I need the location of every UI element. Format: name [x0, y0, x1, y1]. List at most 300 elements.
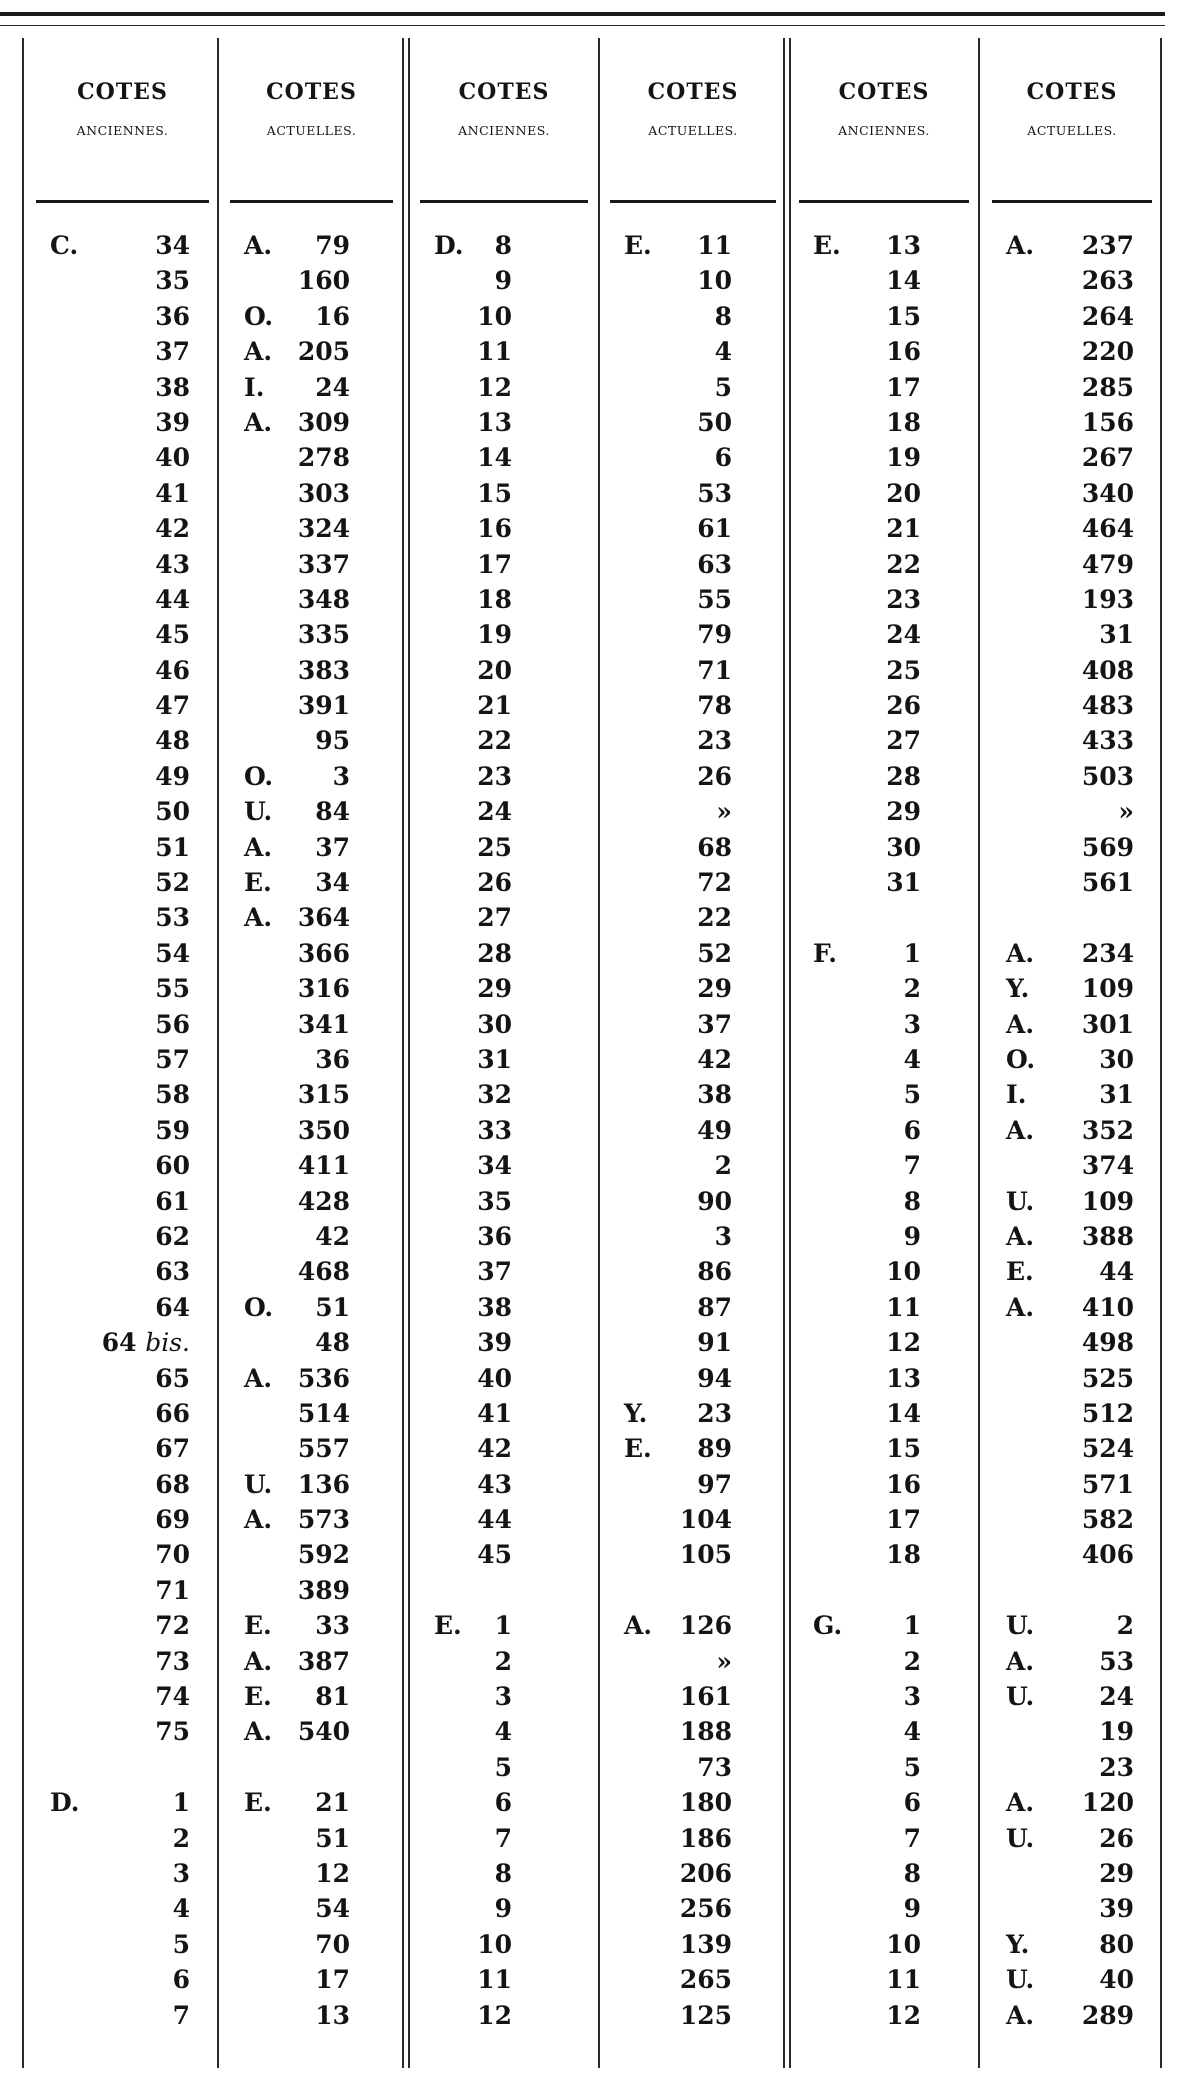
shelf-number: 324 — [297, 514, 350, 544]
shelf-number: 3 — [714, 1221, 732, 1251]
shelf-number: 120 — [1081, 1788, 1134, 1818]
shelf-number: 234 — [1081, 938, 1134, 968]
shelf-number: 7 — [903, 1823, 921, 1853]
table-row — [30, 1962, 215, 1997]
table-row — [604, 1821, 782, 1856]
table-row — [986, 1113, 1158, 1148]
shelf-number: 54 — [315, 1894, 350, 1924]
header-rule — [36, 200, 209, 203]
shelf-number: 40 — [155, 443, 190, 473]
shelf-number: 514 — [297, 1398, 350, 1428]
shelf-number: 6 — [903, 1115, 921, 1145]
shelf-number: 63 — [697, 549, 732, 579]
column-header-title: COTES — [266, 79, 357, 105]
table-row — [414, 688, 594, 723]
shelf-number: 10 — [886, 1929, 921, 1959]
table-row — [793, 1290, 975, 1325]
column-header-title: COTES — [647, 79, 739, 105]
shelf-number: 267 — [1081, 443, 1134, 473]
series-letter: E. — [434, 1611, 462, 1641]
table-row — [793, 936, 975, 971]
table-row — [224, 1007, 399, 1042]
series-letter: E. — [244, 1682, 272, 1712]
shelf-number: 592 — [297, 1540, 350, 1570]
table-row — [414, 900, 594, 935]
series-letter: I. — [1006, 1080, 1027, 1110]
table-row — [604, 1502, 782, 1537]
table-row — [224, 1927, 399, 1962]
table-row — [793, 1962, 975, 1997]
table-row — [30, 1573, 215, 1608]
column-header-title: COTES — [77, 79, 168, 105]
table-row — [224, 228, 399, 263]
table-row — [793, 370, 975, 405]
table-row — [986, 1396, 1158, 1431]
column-divider — [1160, 38, 1162, 2068]
shelf-number: 109 — [1081, 1186, 1134, 1216]
shelf-number: 51 — [315, 1823, 350, 1853]
shelf-number: 12 — [315, 1858, 350, 1888]
shelf-number: 337 — [297, 549, 350, 579]
shelf-number: 503 — [1081, 761, 1134, 791]
shelf-number: 498 — [1081, 1328, 1134, 1358]
table-row — [224, 263, 399, 298]
shelf-number: 80 — [1099, 1929, 1134, 1959]
table-row — [224, 1254, 399, 1289]
table-row — [986, 1042, 1158, 1077]
shelf-number: 48 — [155, 726, 190, 756]
column-divider-double — [402, 38, 404, 2068]
column-header-title: COTES — [458, 79, 550, 105]
table-row — [30, 1254, 215, 1289]
table-row — [414, 1007, 594, 1042]
series-letter: A. — [1006, 1646, 1035, 1676]
table-row — [986, 405, 1158, 440]
shelf-number: 104 — [679, 1505, 732, 1535]
shelf-number: 11 — [697, 231, 732, 260]
table-row — [414, 1608, 594, 1643]
table-row — [414, 1714, 594, 1749]
table-row — [30, 688, 215, 723]
shelf-number: 47 — [155, 691, 190, 721]
table-row — [604, 1856, 782, 1891]
shelf-number: 536 — [297, 1363, 350, 1393]
table-row — [604, 653, 782, 688]
table-row — [414, 1927, 594, 1962]
series-letter: E. — [813, 231, 841, 260]
table-row — [604, 1325, 782, 1360]
table-row — [793, 971, 975, 1006]
table-row — [224, 1290, 399, 1325]
table-row — [224, 1042, 399, 1077]
shelf-number: 53 — [1099, 1646, 1134, 1676]
table-row — [30, 334, 215, 369]
shelf-number: 13 — [477, 407, 512, 437]
series-letter: U. — [1006, 1823, 1035, 1853]
index-column — [793, 228, 975, 2033]
shelf-number: 180 — [679, 1788, 732, 1818]
shelf-number: 61 — [155, 1186, 190, 1216]
series-letter: E. — [244, 1611, 272, 1641]
table-row — [224, 936, 399, 971]
table-row — [986, 263, 1158, 298]
table-row — [224, 688, 399, 723]
column-header-subtitle: ANCIENNES. — [458, 123, 550, 138]
shelf-number: 65 — [155, 1363, 190, 1393]
shelf-number: 161 — [679, 1682, 732, 1712]
shelf-number: 41 — [477, 1398, 512, 1428]
series-letter: F. — [813, 938, 837, 968]
shelf-number: 24 — [886, 620, 921, 650]
shelf-number: 341 — [297, 1009, 350, 1039]
shelf-number: 525 — [1081, 1363, 1134, 1393]
table-row — [604, 1431, 782, 1466]
shelf-number: 29 — [886, 797, 921, 827]
table-row — [986, 1891, 1158, 1926]
table-row — [604, 1891, 782, 1926]
table-row — [604, 1113, 782, 1148]
shelf-number: 21 — [886, 514, 921, 544]
table-row — [793, 1891, 975, 1926]
shelf-number: 22 — [477, 726, 512, 756]
shelf-number: 30 — [477, 1009, 512, 1039]
shelf-number: 428 — [297, 1186, 350, 1216]
shelf-number: » — [716, 1646, 732, 1676]
shelf-number: 10 — [886, 1257, 921, 1287]
shelf-number: 540 — [297, 1717, 350, 1747]
table-row — [30, 1077, 215, 1112]
table-row — [793, 794, 975, 829]
table-row — [224, 440, 399, 475]
shelf-number: 42 — [477, 1434, 512, 1464]
shelf-number: 8 — [714, 301, 732, 331]
table-row — [224, 582, 399, 617]
shelf-number: 44 — [155, 584, 190, 614]
shelf-number: 19 — [477, 620, 512, 650]
table-row — [986, 1998, 1158, 2033]
shelf-number: 94 — [697, 1363, 732, 1393]
table-row — [604, 1254, 782, 1289]
table-row — [604, 1042, 782, 1077]
shelf-number: 26 — [477, 868, 512, 898]
shelf-number: 73 — [155, 1646, 190, 1676]
table-row — [793, 1785, 975, 1820]
shelf-number: 7 — [903, 1151, 921, 1181]
table-row — [414, 1042, 594, 1077]
table-row — [793, 1184, 975, 1219]
table-row — [224, 1998, 399, 2033]
shelf-number: 237 — [1081, 231, 1134, 260]
table-row — [414, 1998, 594, 2033]
shelf-number: 389 — [297, 1575, 350, 1605]
table-row — [604, 228, 782, 263]
table-row — [224, 1821, 399, 1856]
series-letter: E. — [244, 1788, 272, 1818]
shelf-number: 30 — [1099, 1044, 1134, 1074]
shelf-number: 62 — [155, 1221, 190, 1251]
shelf-number: 29 — [477, 974, 512, 1004]
table-row — [986, 1290, 1158, 1325]
header-rule — [992, 200, 1152, 203]
shelf-number: 316 — [297, 974, 350, 1004]
shelf-number: 126 — [679, 1611, 732, 1641]
shelf-number: 17 — [886, 372, 921, 402]
shelf-number: 8 — [494, 231, 512, 260]
table-row — [604, 936, 782, 971]
shelf-number: 4 — [714, 337, 732, 367]
shelf-number: 3 — [494, 1682, 512, 1712]
table-row — [30, 1007, 215, 1042]
shelf-number: 15 — [886, 1434, 921, 1464]
table-row — [986, 1007, 1158, 1042]
series-letter: Y. — [1006, 974, 1030, 1004]
table-row — [30, 1219, 215, 1254]
table-row — [793, 1679, 975, 1714]
shelf-number: 524 — [1081, 1434, 1134, 1464]
shelf-number: 23 — [1099, 1752, 1134, 1782]
table-row — [986, 547, 1158, 582]
series-letter: A. — [1006, 1788, 1035, 1818]
table-row — [414, 971, 594, 1006]
table-row — [793, 1396, 975, 1431]
table-row — [986, 1467, 1158, 1502]
table-row — [414, 476, 594, 511]
table-row — [793, 1007, 975, 1042]
table-row — [224, 1891, 399, 1926]
shelf-number: 2 — [172, 1823, 190, 1853]
shelf-number: 285 — [1081, 372, 1134, 402]
table-row — [793, 1431, 975, 1466]
shelf-number: 18 — [886, 1540, 921, 1570]
table-row — [224, 1962, 399, 1997]
shelf-number: 6 — [494, 1788, 512, 1818]
shelf-number: 30 — [886, 832, 921, 862]
table-row — [414, 653, 594, 688]
shelf-number: 156 — [1081, 407, 1134, 437]
shelf-number: 75 — [155, 1717, 190, 1747]
table-row — [224, 1608, 399, 1643]
shelf-number: 13 — [886, 231, 921, 260]
table-row — [414, 1290, 594, 1325]
table-row — [793, 440, 975, 475]
shelf-number: 86 — [697, 1257, 732, 1287]
series-letter: O. — [244, 301, 274, 331]
table-row — [224, 1644, 399, 1679]
shelf-number: 1 — [903, 1611, 921, 1641]
table-row — [224, 1113, 399, 1148]
header-rule — [799, 200, 969, 203]
table-row — [30, 1608, 215, 1643]
shelf-number: 3 — [903, 1009, 921, 1039]
shelf-number: 36 — [477, 1221, 512, 1251]
table-row — [986, 759, 1158, 794]
table-row — [414, 936, 594, 971]
table-row — [30, 1891, 215, 1926]
shelf-number: » — [716, 797, 732, 827]
table-row — [224, 1750, 399, 1785]
shelf-number: 17 — [477, 549, 512, 579]
shelf-number: 14 — [886, 266, 921, 296]
table-row — [986, 688, 1158, 723]
shelf-number: 38 — [477, 1292, 512, 1322]
shelf-number: 43 — [155, 549, 190, 579]
shelf-number: 34 — [155, 231, 190, 260]
table-row — [414, 405, 594, 440]
shelf-number: 28 — [477, 938, 512, 968]
table-row — [986, 1361, 1158, 1396]
table-row — [604, 794, 782, 829]
shelf-number: 23 — [886, 584, 921, 614]
table-row — [793, 1325, 975, 1360]
table-row — [604, 1396, 782, 1431]
table-row — [224, 1785, 399, 1820]
shelf-number: 41 — [155, 478, 190, 508]
table-row — [604, 1573, 782, 1608]
shelf-number: 24 — [477, 797, 512, 827]
table-row — [414, 1856, 594, 1891]
shelf-number: 55 — [697, 584, 732, 614]
shelf-number: 374 — [1081, 1151, 1134, 1181]
shelf-number: 61 — [697, 514, 732, 544]
shelf-number: 23 — [697, 726, 732, 756]
table-row — [30, 476, 215, 511]
shelf-number: 16 — [315, 301, 350, 331]
shelf-number: 63 — [155, 1257, 190, 1287]
series-letter: U. — [1006, 1611, 1035, 1641]
series-letter: A. — [1006, 1292, 1035, 1322]
shelf-number: 36 — [155, 301, 190, 331]
series-letter: O. — [244, 1292, 274, 1322]
table-row — [986, 617, 1158, 652]
table-row — [604, 1608, 782, 1643]
table-row — [224, 900, 399, 935]
series-letter: U. — [244, 797, 273, 827]
table-row — [793, 1113, 975, 1148]
table-row — [793, 1537, 975, 1572]
column-header-subtitle: ANCIENNES. — [838, 123, 930, 138]
shelf-number: 391 — [297, 691, 350, 721]
shelf-number: 411 — [297, 1151, 350, 1181]
table-row — [793, 1821, 975, 1856]
shelf-number: 40 — [477, 1363, 512, 1393]
shelf-number: 54 — [155, 938, 190, 968]
shelf-number: 31 — [477, 1044, 512, 1074]
shelf-number: 53 — [155, 903, 190, 933]
index-column — [414, 228, 594, 2033]
shelf-number: 348 — [297, 584, 350, 614]
shelf-number: 34 — [477, 1151, 512, 1181]
table-row — [30, 1679, 215, 1714]
series-letter: A. — [1006, 2000, 1035, 2030]
shelf-number: 58 — [155, 1080, 190, 1110]
shelf-number: 9 — [903, 1221, 921, 1251]
table-row — [793, 1502, 975, 1537]
shelf-number: 42 — [315, 1221, 350, 1251]
column-header — [986, 78, 1158, 146]
series-letter: E. — [624, 231, 652, 260]
table-row — [224, 971, 399, 1006]
shelf-number: 20 — [886, 478, 921, 508]
table-row — [30, 1502, 215, 1537]
table-row — [224, 1856, 399, 1891]
shelf-number: 13 — [886, 1363, 921, 1393]
shelf-number: 20 — [477, 655, 512, 685]
table-row — [414, 1431, 594, 1466]
table-row — [986, 1714, 1158, 1749]
table-row — [414, 1148, 594, 1183]
shelf-number: 50 — [155, 797, 190, 827]
index-column — [604, 228, 782, 2033]
shelf-number: 11 — [477, 337, 512, 367]
shelf-number: 12 — [886, 2000, 921, 2030]
shelf-number: 11 — [477, 1965, 512, 1995]
table-row — [414, 617, 594, 652]
shelf-number: 1 — [903, 938, 921, 968]
table-row — [224, 830, 399, 865]
table-row — [224, 511, 399, 546]
column-header-subtitle: ACTUELLES. — [648, 123, 738, 138]
shelf-number: 1 — [172, 1788, 190, 1818]
series-letter: C. — [50, 231, 79, 260]
table-row — [414, 1184, 594, 1219]
shelf-number: 31 — [1099, 1080, 1134, 1110]
table-row — [414, 511, 594, 546]
table-row — [30, 1431, 215, 1466]
shelf-number: 10 — [477, 301, 512, 331]
shelf-number: 335 — [297, 620, 350, 650]
table-row — [224, 1431, 399, 1466]
shelf-number: 67 — [155, 1434, 190, 1464]
shelf-number: 16 — [886, 337, 921, 367]
shelf-number: 1 — [494, 1611, 512, 1641]
shelf-number: 19 — [886, 443, 921, 473]
table-row — [986, 900, 1158, 935]
shelf-number: 352 — [1081, 1115, 1134, 1145]
shelf-number: 52 — [155, 868, 190, 898]
shelf-number: 7 — [494, 1823, 512, 1853]
table-row — [604, 1679, 782, 1714]
shelf-number: 74 — [155, 1682, 190, 1712]
shelf-number: 387 — [297, 1646, 350, 1676]
shelf-number: 50 — [697, 407, 732, 437]
shelf-number: 78 — [697, 691, 732, 721]
table-row — [986, 1785, 1158, 1820]
top-rule — [0, 12, 1165, 16]
shelf-number: 2 — [714, 1151, 732, 1181]
series-letter: E. — [624, 1434, 652, 1464]
top-rule-thin — [0, 25, 1165, 26]
shelf-number: 483 — [1081, 691, 1134, 721]
table-row — [414, 1325, 594, 1360]
shelf-number: 29 — [1099, 1858, 1134, 1888]
shelf-number: 43 — [477, 1469, 512, 1499]
shelf-number: 71 — [697, 655, 732, 685]
shelf-number: 433 — [1081, 726, 1134, 756]
series-letter: A. — [244, 903, 273, 933]
table-row — [986, 1608, 1158, 1643]
table-row — [414, 299, 594, 334]
shelf-number: 72 — [155, 1611, 190, 1641]
shelf-number: 16 — [886, 1469, 921, 1499]
shelf-number: 70 — [315, 1929, 350, 1959]
shelf-number: 22 — [697, 903, 732, 933]
header-rule — [230, 200, 393, 203]
shelf-number: 38 — [155, 372, 190, 402]
table-row — [224, 617, 399, 652]
table-row — [414, 582, 594, 617]
table-row — [986, 334, 1158, 369]
table-row — [793, 547, 975, 582]
